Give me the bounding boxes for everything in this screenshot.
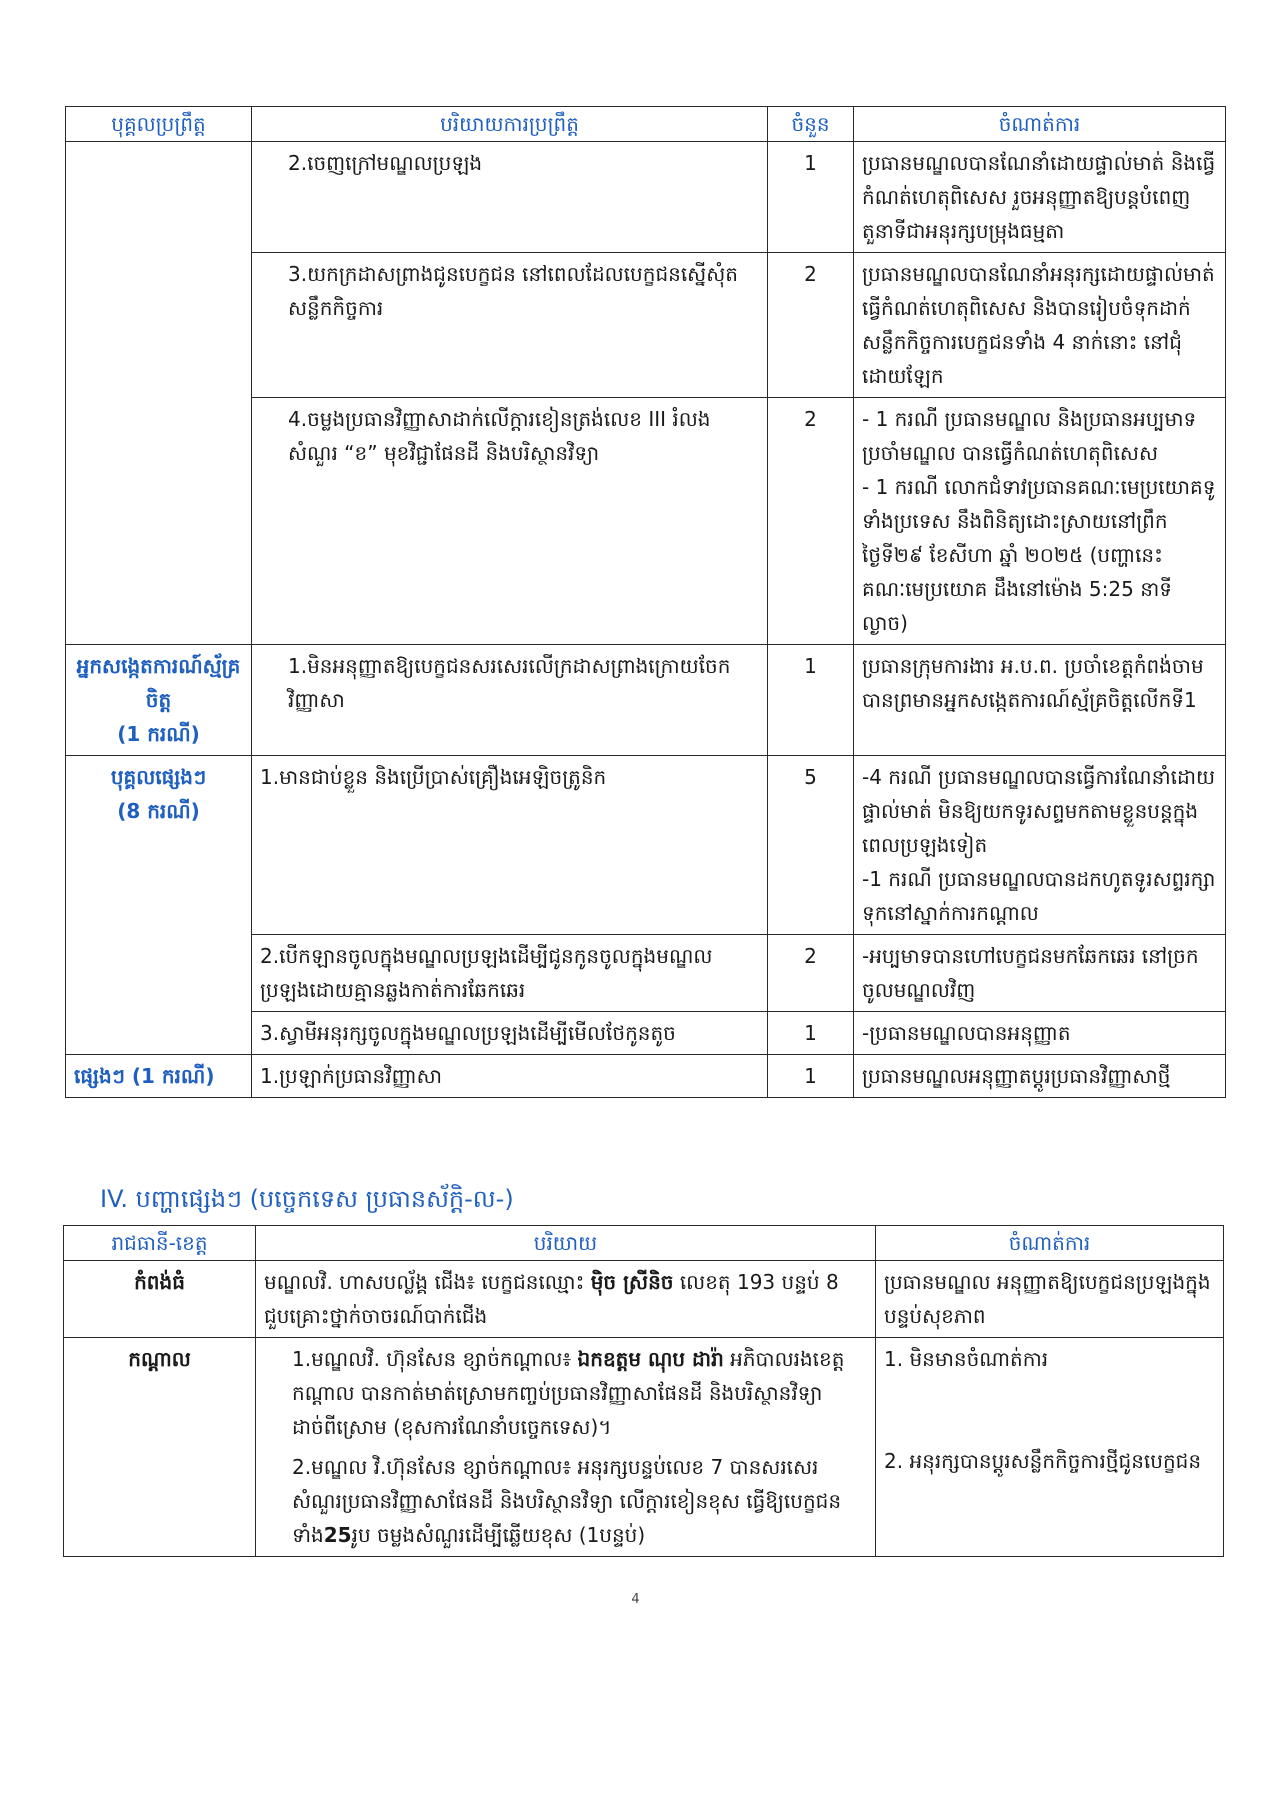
technical-issues-table (63, 1225, 1224, 1557)
action-cell: ប្រធានមណ្ឌលអនុញ្ញាតប្ដូរប្រធានវិញ្ញាសាថ្មី (854, 1055, 1226, 1098)
official-name: ឯកឧត្តម ណុប ដារ៉ា (577, 1347, 724, 1371)
candidate-count: 25 (323, 1523, 352, 1547)
action-line: 2. អនុរក្សបានប្ដូរសន្លឹកកិច្ចការថ្មីជូនបេក្ខជន (884, 1449, 1202, 1473)
count-cell: 2 (768, 253, 854, 398)
table-header-row (66, 107, 1226, 142)
action-cell: ប្រធានក្រុមការងារ អ.ប.ព. ប្រចាំខេត្តកំពង់ចាមបានព្រមានអ្នកសង្កេតការណ៍ស្ម័គ្រចិត្តលើកទី1 (854, 645, 1226, 756)
count-cell: 1 (768, 645, 854, 756)
table-row (66, 645, 1226, 756)
count-cell: 1 (768, 1055, 854, 1098)
section-title: IV. បញ្ហាផ្សេងៗ (បច្ចេកទេស ប្រធានស័ក្តិ-ល-) (100, 1185, 514, 1213)
province-cell: កំពង់ធំ (64, 1261, 256, 1338)
candidate-name: ម៉ិច ស្រីនិច (590, 1270, 674, 1294)
description-cell: 1.មានជាប់ខ្លួន និងប្រើប្រាស់គ្រឿងអេឡិចត្រូនិក (252, 756, 768, 935)
violations-table (65, 106, 1226, 1098)
action-line: - 1 ករណី ប្រធានមណ្ឌល និងប្រធានអប្បមាទប្រចាំមណ្ឌល បានធ្វើកំណត់ហេតុពិសេស (862, 407, 1197, 465)
header-description: បរិយាយការប្រព្រឹត្ត (252, 107, 768, 142)
action-cell: ប្រធានមណ្ឌលបានណែនាំដោយផ្ទាល់មាត់ និងធ្វើកំណត់ហេតុពិសេស រួចអនុញ្ញាតឱ្យបន្តបំពេញតួនាទីជាអនុរក្សបម្រុងធម្មតា (854, 142, 1226, 253)
category-cell-others: បុគ្គលផ្សេងៗ (8 ករណី) (66, 756, 252, 1055)
header-count: ចំនួន (768, 107, 854, 142)
action-cell: ប្រធានមណ្ឌល អនុញ្ញាតឱ្យបេក្ខជនប្រឡងក្នុងបន្ទប់សុខភាព (876, 1261, 1224, 1338)
description-cell: 1.ប្រឡាក់ប្រធានវិញ្ញាសា (252, 1055, 768, 1098)
table-header-row (64, 1226, 1224, 1261)
table-row (66, 142, 1226, 253)
count-cell: 2 (768, 935, 854, 1012)
header-action: ចំណាត់ការ (876, 1226, 1224, 1261)
description-cell: 1.មិនអនុញ្ញាតឱ្យបេក្ខជនសរសេរលើក្រដាសព្រាងក្រោយចែកវិញ្ញាសា (252, 645, 768, 756)
header-action: ចំណាត់ការ (854, 107, 1226, 142)
table-row (66, 756, 1226, 935)
header-province: រាជធានី-ខេត្ត (64, 1226, 256, 1261)
list-item: 2.មណ្ឌល វិ.ហ៊ុនសែន ខ្សាច់កណ្ដាល៖ អនុរក្សបន្ទប់លេខ 7 បានសរសេរសំណួរប្រធានវិញ្ញាសាផែនដី និងបរិស្ថានវិទ្យា លើក្ដារខៀនខុស ធ្វើឱ្យបេក្ខជនទាំង25រូប ចម្លងសំណួរដើម្បីឆ្លើយខុស (1បន្ទប់) (292, 1455, 842, 1547)
header-description: បរិយាយ (256, 1226, 876, 1261)
description-cell: 3.ស្វាមីអនុរក្សចូលក្នុងមណ្ឌលប្រឡងដើម្បីមើលថែកូនតូច (252, 1012, 768, 1055)
table-row (66, 1055, 1226, 1098)
list-item: 1.មណ្ឌលវិ. ហ៊ុនសែន ខ្សាច់កណ្ដាល៖ ឯកឧត្តម ណុប ដារ៉ា អភិបាលរងខេត្តកណ្ដាល បានកាត់មាត់ស្រោមកញ្ចប់ប្រធានវិញ្ញាសាផែនដី និងបរិស្ថានវិទ្យា ដាច់ពីស្រោម (ខុសការណែនាំបច្ចេកទេស)។ (292, 1347, 845, 1439)
action-cell: ប្រធានមណ្ឌលបានណែនាំអនុរក្សដោយផ្ទាល់មាត់ ធ្វើកំណត់ហេតុពិសេស និងបានរៀបចំទុកដាក់សន្លឹកកិច្ចការបេក្ខជនទាំង 4 នាក់នោះ នៅជុំដោយឡែក (854, 253, 1226, 398)
action-cell: -ប្រធានមណ្ឌលបានអនុញ្ញាត (854, 1012, 1226, 1055)
action-cell (854, 756, 1226, 935)
count-cell: 1 (768, 1012, 854, 1055)
count-cell: 2 (768, 398, 854, 645)
category-cell-volunteer-observer: អ្នកសង្កេតការណ៍ស្ម័គ្រចិត្ត (1 ករណី) (66, 645, 252, 756)
province-cell: កណ្ដាល (64, 1338, 256, 1557)
description-cell: 3.យកក្រដាសព្រាងជូនបេក្ខជន នៅពេលដែលបេក្ខជនស្នើសុំតសន្លឹកកិច្ចការ (252, 253, 768, 398)
page-number: 4 (631, 1592, 640, 1607)
action-line: - 1 ករណី លោកជំទាវប្រធានគណៈមេប្រយោគទូទាំងប្រទេស នឹងពិនិត្យដោះស្រាយនៅព្រឹកថ្ងៃទី២៩ ខែសីហា ឆ្នាំ ២០២៥ (បញ្ហានេះគណៈមេប្រយោគ ដឹងនៅម៉ោង 5:25 នាទីល្ងាច) (862, 475, 1216, 635)
description-cell: 2.បើកឡានចូលក្នុងមណ្ឌលប្រឡងដើម្បីជូនកូនចូលក្នុងមណ្ឌលប្រឡងដោយគ្មានឆ្លងកាត់ការឆែកឆេរ (252, 935, 768, 1012)
action-line: 1. មិនមានចំណាត់ការ (884, 1347, 1049, 1371)
table-row (64, 1261, 1224, 1338)
action-line: -4 ករណី ប្រធានមណ្ឌលបានធ្វើការណែនាំដោយផ្ទាល់មាត់ មិនឱ្យយកទូរសព្ទមកតាមខ្លួនបន្តក្នុងពេលប្រឡងទៀត (862, 765, 1216, 857)
description-cell (256, 1338, 876, 1557)
count-cell: 5 (768, 756, 854, 935)
description-cell: មណ្ឌលវិ. ហាសបល្ល័ង្គ ជើង៖ បេក្ខជនឈ្មោះ ម៉ិច ស្រីនិច លេខតុ 193 បន្ទប់ 8 ជួបគ្រោះថ្នាក់ចាចរណ៍បាក់ជើង (256, 1261, 876, 1338)
category-cell-empty (66, 142, 252, 645)
action-line: -1 ករណី ប្រធានមណ្ឌលបានដកហូតទូរសព្ទរក្សាទុកនៅស្នាក់ការកណ្ដាល (862, 867, 1216, 925)
description-cell: 4.ចម្លងប្រធានវិញ្ញាសាដាក់លើក្ដារខៀនត្រង់លេខ III រំលងសំណួរ “ខ” មុខវិជ្ជាផែនដី និងបរិស្ថានវិទ្យា (252, 398, 768, 645)
action-cell (876, 1338, 1224, 1557)
header-offender: បុគ្គលប្រព្រឹត្ត (66, 107, 252, 142)
count-cell: 1 (768, 142, 854, 253)
description-cell: 2.ចេញក្រៅមណ្ឌលប្រឡង (252, 142, 768, 253)
action-cell (854, 398, 1226, 645)
category-cell-misc: ផ្សេងៗ (1 ករណី) (66, 1055, 252, 1098)
table-row (64, 1338, 1224, 1557)
action-cell: -អប្បមាទបានហៅបេក្ខជនមកឆែកឆេរ នៅច្រកចូលមណ្ឌលវិញ (854, 935, 1226, 1012)
